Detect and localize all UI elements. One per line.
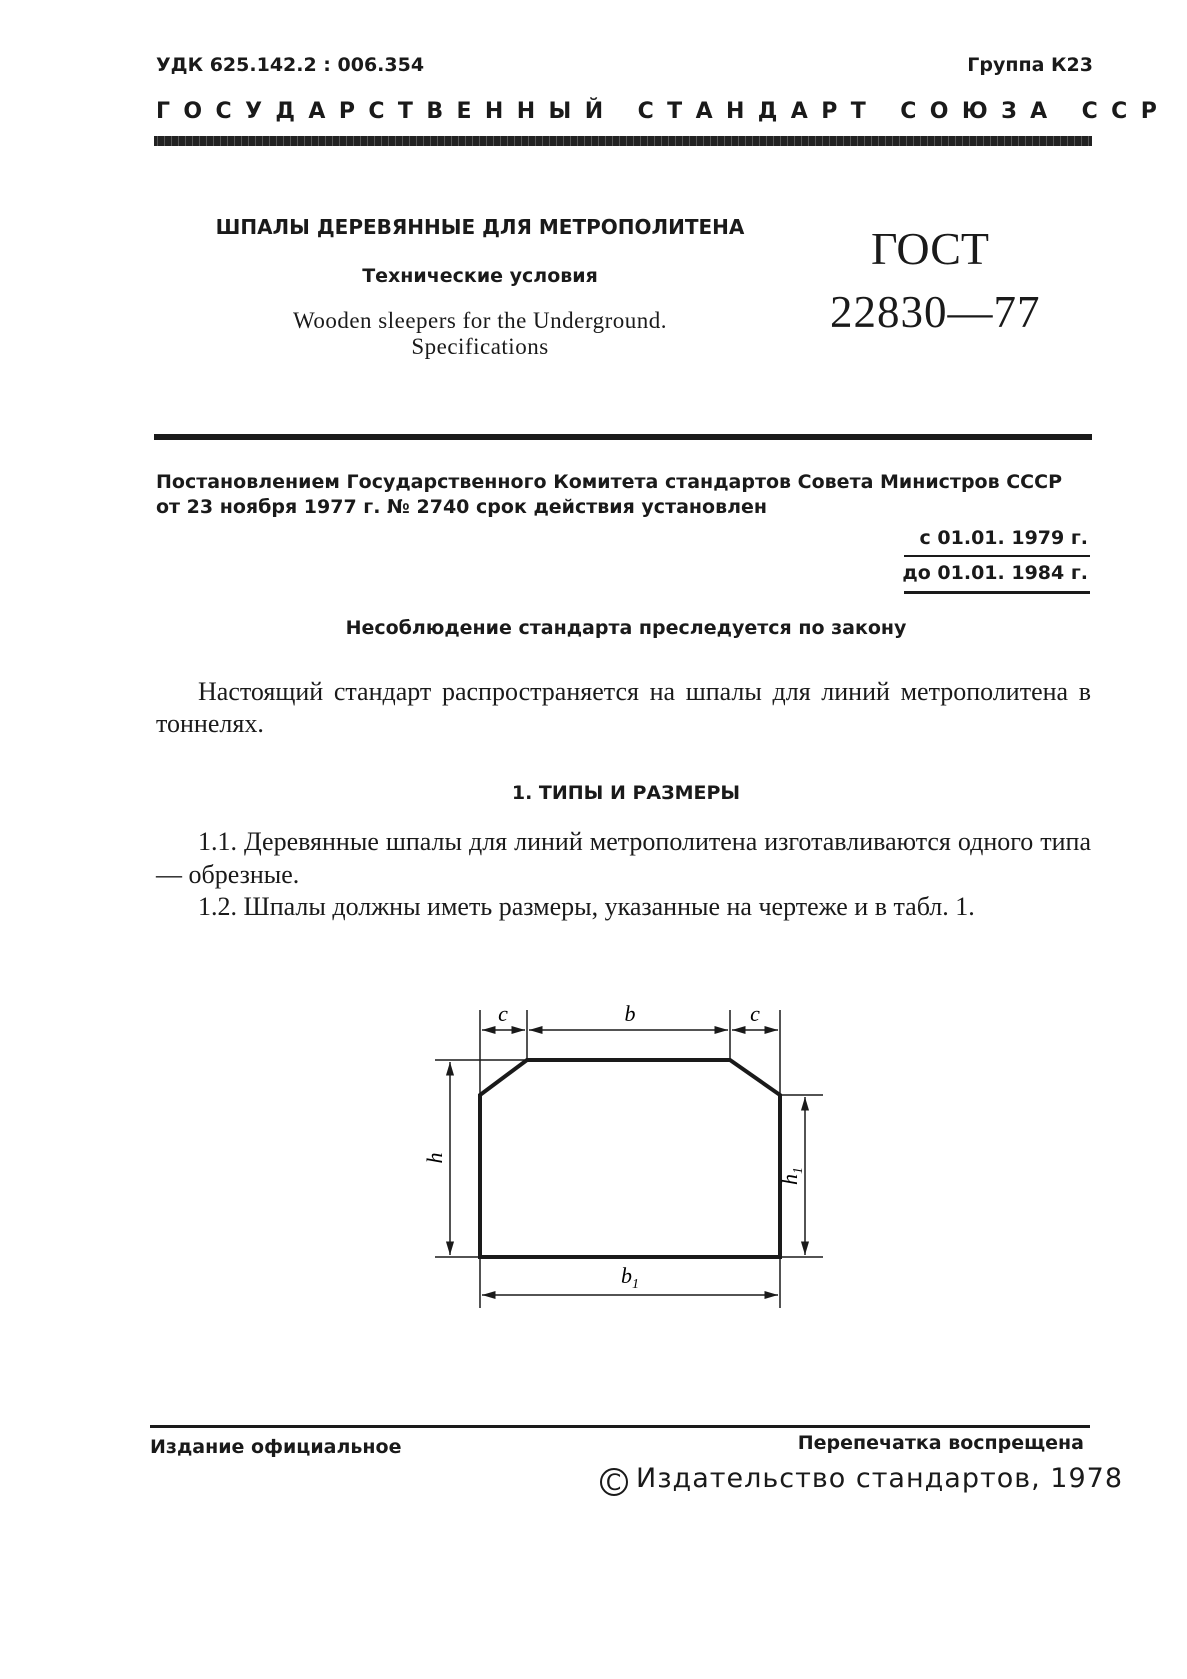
paragraph-1-1: 1.1. Деревянные шпалы для линий метрополитена изготавливаются одного типа — обрезные. bbox=[156, 827, 1091, 889]
gost-number: 22830—77 bbox=[830, 287, 1041, 337]
sleeper-cross-section-drawing bbox=[422, 990, 806, 1330]
copyright-icon: C bbox=[600, 1468, 628, 1496]
date-divider bbox=[904, 555, 1090, 557]
label-b1-subscript: 1 bbox=[632, 1277, 639, 1292]
paragraph-1-2: 1.2. Шпалы должны иметь размеры, указанные на чертеже и в табл. 1. bbox=[198, 892, 975, 921]
label-h1: h bbox=[777, 1174, 802, 1185]
decree-line1: Постановлением Государственного Комитета стандартов Совета Министров СССР bbox=[156, 471, 1062, 493]
document-subtitle: Технические условия bbox=[362, 265, 598, 287]
official-edition-label: Издание официальное bbox=[150, 1436, 402, 1458]
decree-line2: от 23 ноября 1977 г. № 2740 срок действия установлен bbox=[156, 496, 768, 518]
date-divider bbox=[904, 591, 1090, 594]
english-title bbox=[230, 308, 730, 360]
decree-text bbox=[156, 470, 1096, 520]
document-title: ШПАЛЫ ДЕРЕВЯННЫЕ ДЛЯ МЕТРОПОЛИТЕНА bbox=[215, 215, 745, 239]
title-rule bbox=[154, 434, 1092, 440]
english-title-line1: Wooden sleepers for the Underground. bbox=[292, 308, 668, 333]
sleeper-outline bbox=[480, 1060, 780, 1257]
validity-from-date: с 01.01. 1979 г. bbox=[919, 527, 1088, 549]
label-h1-subscript: 1 bbox=[791, 1167, 806, 1174]
label-h: h bbox=[422, 1152, 447, 1164]
section-heading: 1. ТИПЫ И РАЗМЕРЫ bbox=[511, 782, 741, 804]
intro-paragraph: Настоящий стандарт распространяется на шпалы для линий метрополитена в тоннелях. bbox=[156, 677, 1091, 738]
svg-text:b1 bbox=[621, 1263, 639, 1292]
legal-notice: Несоблюдение стандарта преследуется по закону bbox=[345, 617, 907, 639]
state-standard-banner: ГОСУДАРСТВЕННЫЙ СТАНДАРТ СОЮЗА ССР bbox=[156, 99, 1171, 124]
header-rule bbox=[154, 136, 1092, 146]
publisher-copyright bbox=[600, 1463, 1123, 1496]
gost-label: ГОСТ bbox=[870, 223, 989, 274]
footer-rule bbox=[150, 1425, 1090, 1428]
label-c-left: c bbox=[498, 1001, 508, 1026]
group-code: Группа К23 bbox=[967, 54, 1093, 76]
english-title-line2: Specifications bbox=[411, 334, 549, 359]
validity-to-date: до 01.01. 1984 г. bbox=[902, 562, 1088, 584]
label-b1: b bbox=[621, 1263, 632, 1288]
reprint-prohibited-label: Перепечатка воспрещена bbox=[797, 1432, 1084, 1454]
label-b: b bbox=[624, 1001, 636, 1026]
udk-code: УДК 625.142.2 : 006.354 bbox=[156, 54, 425, 76]
publisher-name: Издательство стандартов, 1978 bbox=[636, 1463, 1124, 1494]
label-c-right: c bbox=[750, 1001, 760, 1026]
